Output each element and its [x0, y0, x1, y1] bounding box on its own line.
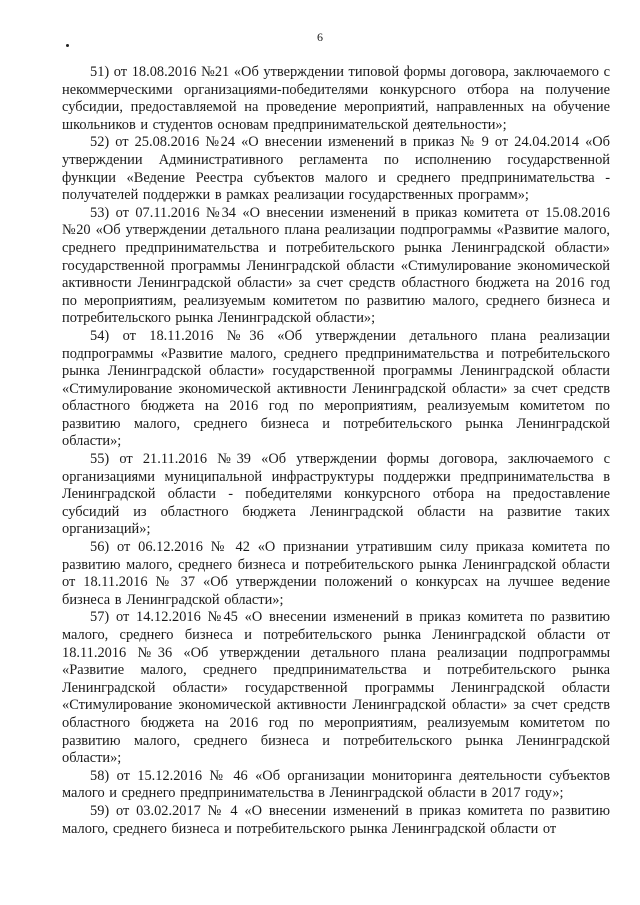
- list-item-56: 56) от 06.12.2016 № 42 «О признании утратившим силу приказа комитета по развитию малого, среднего бизнеса и потребительского рынка Ленинградской области от 18.11.2016 № 37 «Об утверждении положений о конкурсах на лучшее ведение бизнеса в Ленинградской области»;: [62, 539, 610, 608]
- list-item-51: 51) от 18.08.2016 №21 «Об утверждении типовой формы договора, заключаемого с некоммерческими организациями-победителями конкурсного отбора на получение субсидии, предоставляемой на проведение мероприятий, направленных на обучение школьников и студентов основам предпринимательской деятельности»;: [62, 64, 610, 133]
- list-item-57: 57) от 14.12.2016 №45 «О внесении изменений в приказ комитета по развитию малого, среднего бизнеса и потребительского рынка Ленинградской области от 18.11.2016 №36 «Об утверждении детального плана реализации подпрограммы «Развитие малого, среднего предпринимательства и потребительского рынка Ленинградской области» государственной программы Ленинградской области «Стимулирование экономической активности Ленинградской области» за счет средств областного бюджета на 2016 год по мероприятиям, реализуемым комитетом по развитию малого, среднего бизнеса и потребительского рынка Ленинградской области»;: [62, 609, 610, 767]
- list-item-52: 52) от 25.08.2016 №24 «О внесении изменений в приказ № 9 от 24.04.2014 «Об утверждении Административного регламента по исполнению государственной функции «Ведение Реестра субъектов малого и среднего предпринимательства - получателей поддержки в рамках реализации государственных программ»;: [62, 134, 610, 204]
- list-item-55: 55) от 21.11.2016 №39 «Об утверждении формы договора, заключаемого с организациями муниципальной инфраструктуры поддержки предпринимательства в Ленинградской области - победителями конкурсного отбора на предоставление субсидий из областного бюджета Ленинградской области на развитие таких организаций»;: [62, 451, 610, 538]
- page-number: 6: [317, 30, 323, 44]
- list-item-59: 59) от 03.02.2017 № 4 «О внесении изменений в приказ комитета по развитию малого, среднего бизнеса и потребительского рынка Ленинградской области от: [62, 802, 610, 837]
- document-body: [62, 64, 610, 838]
- list-item-58: 58) от 15.12.2016 № 46 «Об организации мониторинга деятельности субъектов малого и среднего предпринимательства в Ленинградской области в 2017 году»;: [62, 767, 610, 802]
- list-item-53: 53) от 07.11.2016 №34 «О внесении изменений в приказ комитета от 15.08.2016 №20 «Об утверждении детального плана реализации подпрограммы «Развитие малого, среднего предпринимательства и потребительского рынка Ленинградской области» государственной программы Ленинградской области «Стимулирование экономической активности Ленинградской области» за счет средств областного бюджета на 2016 год по мероприятиям, реализуемым комитетом по развитию малого, среднего бизнеса и потребительского рынка Ленинградской области»;: [62, 204, 610, 327]
- list-item-54: 54) от 18.11.2016 №36 «Об утверждении детального плана реализации подпрограммы «Развитие малого, среднего предпринимательства и потребительского рынка Ленинградской области» государственной программы Ленинградской области «Стимулирование экономической активности Ленинградской области» за счет средств областного бюджета на 2016 год по мероприятиям, реализуемым комитетом по развитию малого, среднего бизнеса и потребительского рынка Ленинградской области»;: [62, 327, 610, 450]
- scan-speck: [66, 44, 69, 47]
